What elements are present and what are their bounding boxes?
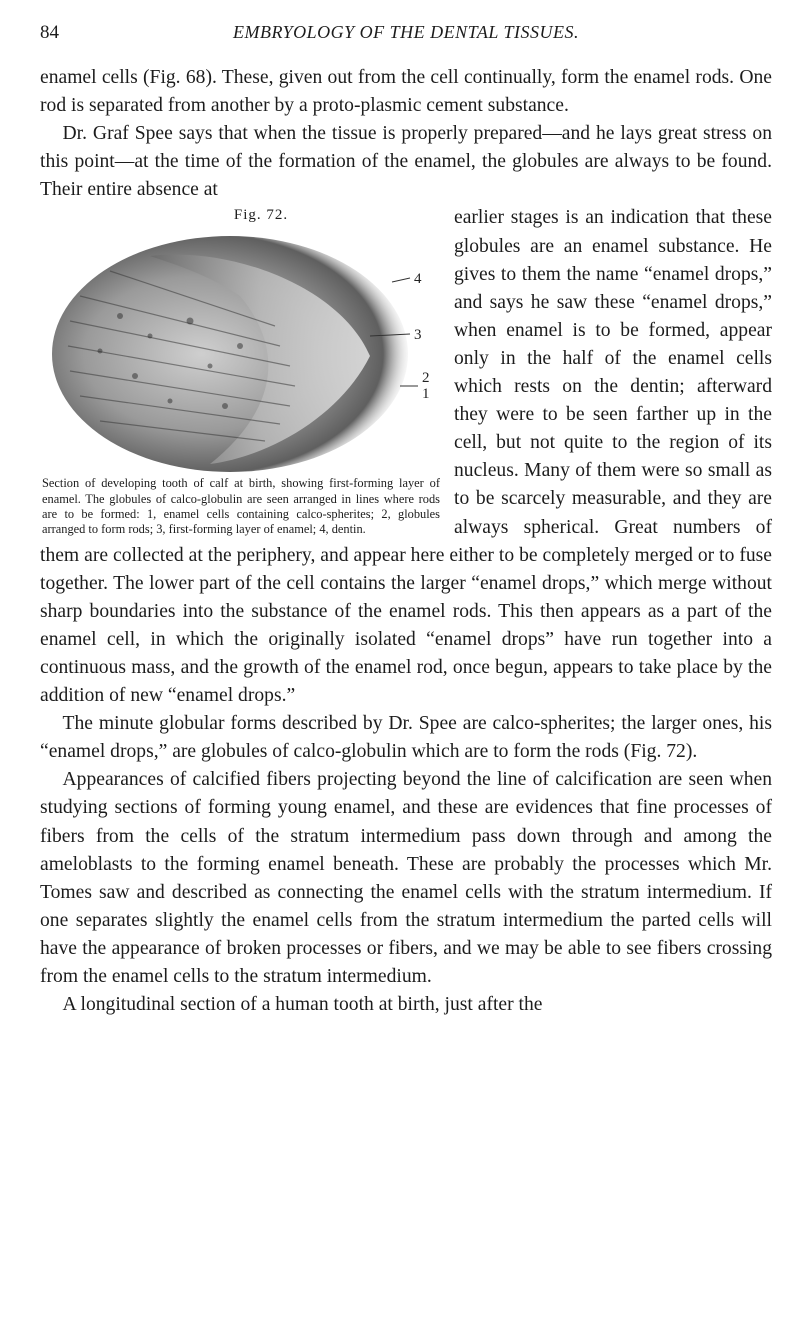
paragraph-1: enamel cells (Fig. 68). These, given out from the cell continually, form the enamel rods. One rod is separated from another by a proto-plasmic cement substance. (40, 67, 772, 117)
figure-label: Fig. 72. (233, 207, 289, 224)
callout-2: 2 (422, 370, 430, 387)
paragraph-3: earlier stages is an indication that these globules are an enamel substance. He gives to them the name “enamel drops,” and says he saw these “enamel drops,” when enamel is to be formed, appear only in the half of the enamel cells which rests on the dentin; afterward they were to be seen farther up in the cell, but not quite to the region of its nucleus. Many of them were so small as to be scarcely measurable, and they are always spherical. Great numbers of them are collected at the periphery, and appear here either to be completely merged or to fuse together. The lower part of the cell contains the larger “enamel drops,” which merge without sharp boundaries into the substance of the enamel rods. This then appears as a part of the enamel cell, in which the originally isolated “enamel drops” have run together into a continuous mass, and the growth of the enamel rod, once begun, appears to take place by the addition of new “enamel drops.” (40, 207, 772, 707)
figure-72 (40, 204, 442, 537)
page-header (40, 22, 772, 50)
callout-3: 3 (414, 327, 422, 344)
callout-4: 4 (414, 271, 422, 288)
callout-1: 1 (422, 386, 430, 403)
paragraph-6: A longitudinal section of a human tooth at birth, just after the (62, 994, 543, 1016)
paragraph-2: Dr. Graf Spee says that when the tissue is properly prepared—and he lays great stress on this point—at the time of the formation of the enamel, the globules are always to be found. Their entire absence at (40, 123, 772, 201)
figure-caption: Section of developing tooth of calf at birth, showing first-forming layer of enamel. The globules of calco-globulin are seen arranged in lines where rods are to be formed: 1, enamel cells containing calco-spherites; 2, globules arranged to form rods; 3, first-forming layer of enamel; 4, dentin. (42, 476, 440, 537)
body-text (40, 64, 772, 1019)
running-head: EMBRYOLOGY OF THE DENTAL TISSUES. (232, 22, 580, 42)
page-number: 84 (40, 22, 59, 43)
paragraph-5: Appearances of calcified fibers projecting beyond the line of calcification are seen when studying sections of forming young enamel, and these are evidences that fine processes of fibers from the cells of the stratum intermedium pass down through and among the ameloblasts to the forming enamel beneath. These are probably the processes which Mr. Tomes saw and described as connecting the enamel cells with the stratum intermedium. If one separates slightly the enamel cells from the stratum intermedium the parted cells will have the appearance of broken processes or fibers, and we may be able to see fibers crossing from the enamel cells to the stratum intermedium. (40, 769, 772, 987)
paragraph-4: The minute globular forms described by Dr. Spee are calco-spherites; the larger ones, his “enamel drops,” are globules of calco-globulin which are to form the rods (Fig. 72). (40, 713, 772, 763)
micrograph-image (40, 226, 442, 476)
